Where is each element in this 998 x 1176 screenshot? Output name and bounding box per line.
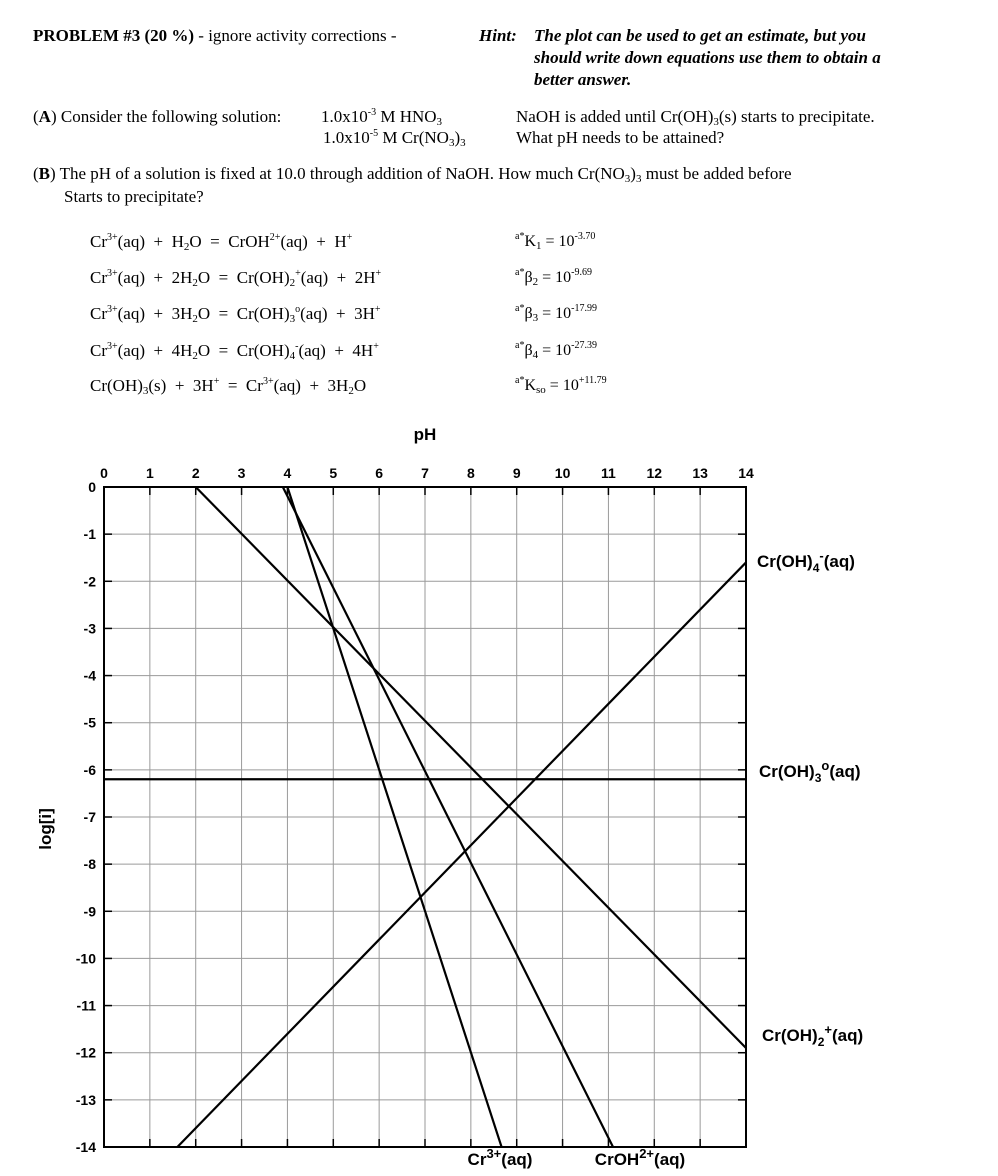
y-tick-label: -6 — [83, 761, 96, 778]
x-tick-label: 4 — [283, 465, 292, 481]
y-tick-label: -14 — [75, 1139, 96, 1155]
x-tick-label: 0 — [100, 465, 108, 481]
axis-ticks — [76, 465, 754, 1155]
series-label-5: $Cr(OH)_4^-(aq)$ — [757, 548, 855, 575]
part-b-line-1: (B) The pH of a solution is fixed at 10.0 through addition of NaOH. How much $Cr(NO_3)_3$ must be added before — [33, 164, 792, 185]
y-tick-label: -7 — [83, 809, 96, 825]
equilibrium-constant-2: $^{a*}\beta_2 = 10^{-9.69}$ — [515, 267, 592, 288]
x-tick-label: 8 — [466, 465, 475, 481]
part-a-conc-1: $1.0x10^{-3}$ M $HNO_3$ — [321, 107, 443, 128]
x-tick-label: 10 — [554, 465, 571, 481]
x-tick-label: 9 — [512, 465, 521, 481]
y-tick-label: -13 — [75, 1091, 96, 1108]
y-axis-title: log[i] — [36, 808, 55, 850]
y-tick-label: -3 — [83, 620, 96, 637]
x-tick-label: 14 — [738, 465, 754, 481]
equilibrium-constant-3: $^{a*}\beta_3 = 10^{-17.99}$ — [515, 303, 597, 324]
x-tick-label: 6 — [375, 465, 384, 481]
series-label-4: $Cr(OH)_3^o(aq)$ — [759, 758, 861, 785]
equilibrium-constant-4: $^{a*}\beta_4 = 10^{-27.39}$ — [515, 340, 597, 361]
equation-1: $Cr^{3+}(aq) + H_2O$ = CrOH$^{2+}$(aq) + H+ — [90, 232, 353, 253]
part-a-conc-2: $1.0x10^{-5}$ M $Cr(NO_3)_3$ — [323, 128, 466, 149]
y-tick-label: -10 — [75, 950, 96, 967]
x-tick-label: 2 — [191, 465, 200, 481]
problem-note: - ignore activity corrections - — [194, 26, 397, 45]
problem-title: PROBLEM #3 (20 %) — [33, 26, 195, 45]
y-tick-label: -1 — [83, 526, 96, 543]
series-label-2: CrOH$^{2+}$(aq) — [594, 1146, 686, 1169]
x-tick-label: 1 — [145, 465, 154, 481]
x-tick-label: 13 — [692, 465, 708, 481]
equation-2: $Cr^{3+}(aq) + 2H_2O = Cr(OH)_2^+(aq) + 2H^+$ — [90, 268, 382, 289]
part-b-label: B — [38, 164, 51, 183]
x-axis-title: pH — [413, 425, 437, 444]
series-label-3: $Cr(OH)_2^+(aq)$ — [762, 1022, 864, 1049]
equation-4: $Cr^{3+}(aq) + 4H_2O = Cr(OH)_4^-(aq) + 4H^+$ — [90, 341, 379, 362]
part-a-question-1: NaOH is added until $Cr(OH)_3(s)$ starts to precipitate. — [516, 107, 875, 128]
x-tick-label: 3 — [237, 465, 246, 481]
part-a-text: Consider the following solution: — [60, 107, 282, 126]
x-tick-label: 12 — [646, 465, 663, 481]
part-b-line-2: Starts to precipitate? — [64, 187, 204, 206]
y-tick-label: -2 — [83, 573, 96, 590]
y-tick-label: -12 — [75, 1044, 96, 1061]
y-tick-label: 0 — [88, 479, 96, 495]
hint-line-2: should write down equations use them to obtain a — [534, 48, 881, 67]
y-tick-label: -4 — [83, 667, 96, 684]
y-tick-label: -8 — [83, 856, 96, 873]
hint-line-3: better answer. — [534, 70, 632, 89]
equation-3: $Cr^{3+}(aq) + 3H_2O = Cr(OH)_3^o(aq) + 3H^+$ — [90, 304, 381, 325]
x-tick-label: 7 — [421, 465, 429, 481]
part-a-label: A — [38, 107, 51, 126]
series-label-1: $Cr^{3+}(aq)$ — [467, 1146, 533, 1169]
x-tick-label: 5 — [329, 465, 338, 481]
problem-header — [33, 26, 397, 46]
equation-5: $Cr(OH)_3(s) + 3H^+ = Cr^{3+}(aq) + 3H_2O$ — [90, 376, 367, 397]
equilibrium-constant-1: $^{a*}K_1 = 10^{-3.70}$ — [515, 231, 596, 252]
part-a-intro: (A) Consider the following solution: — [33, 107, 282, 126]
hint-line-1: The plot can be used to get an estimate, but you — [534, 26, 866, 45]
y-tick-label: -5 — [83, 714, 96, 731]
part-a-question-2: What pH needs to be attained? — [516, 128, 725, 147]
speciation-chart — [0, 410, 998, 1176]
y-tick-label: -9 — [83, 903, 96, 920]
plot-grid — [104, 487, 746, 1147]
hint-label: Hint: — [479, 26, 517, 45]
x-tick-label: 11 — [601, 465, 616, 481]
y-tick-label: -11 — [76, 997, 96, 1014]
series-line-5 — [177, 562, 746, 1147]
equilibrium-constant-5: $^{a*}K_{so} = 10^{+11.79}$ — [515, 375, 607, 396]
series-labels — [468, 548, 864, 1169]
